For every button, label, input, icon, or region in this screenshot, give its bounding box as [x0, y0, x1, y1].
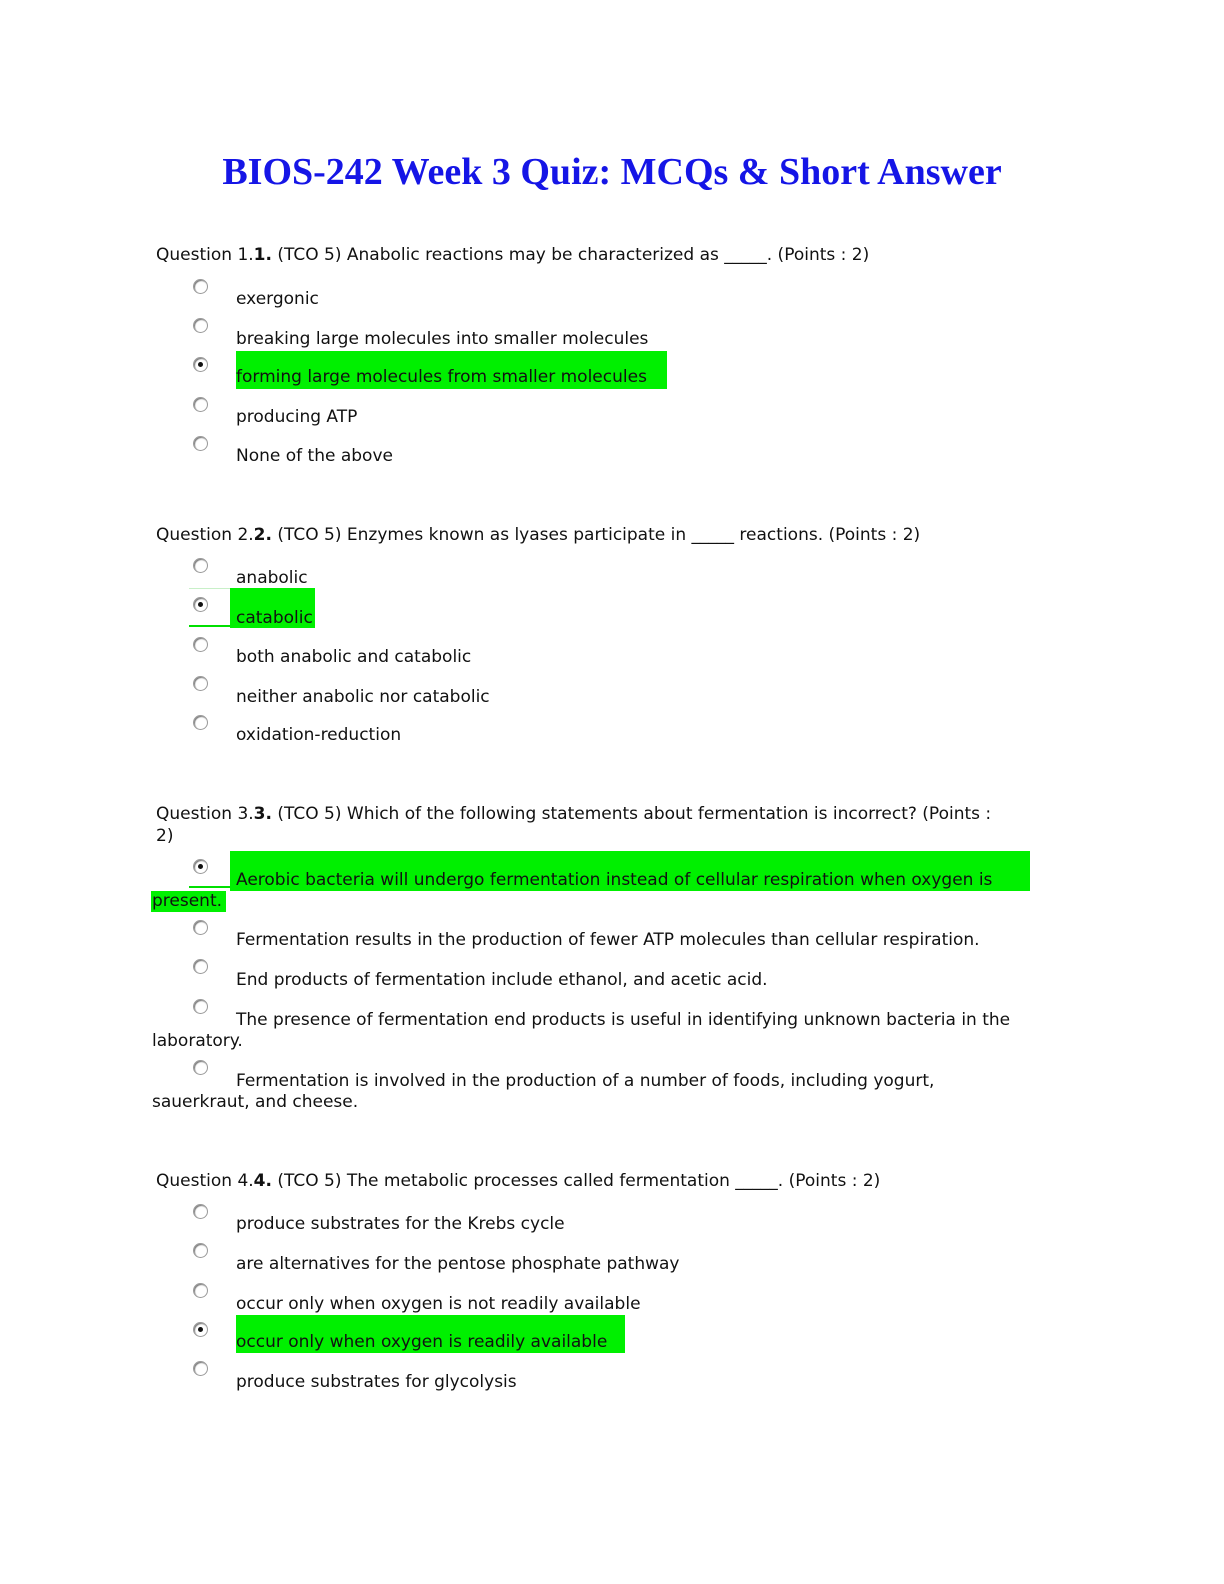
q3-highlight-rule — [189, 886, 230, 888]
document-title: BIOS-242 Week 3 Quiz: MCQs & Short Answer — [222, 151, 1002, 193]
question-3-heading — [156, 803, 1051, 847]
q1-option-4-label: producing ATP — [236, 407, 358, 427]
q4-option-2-radio[interactable] — [193, 1243, 208, 1258]
question-3-number: 3. — [253, 804, 272, 824]
q2-option-4-label: neither anabolic nor catabolic — [236, 687, 490, 707]
q3-option-5-label-cont: sauerkraut, and cheese. — [152, 1092, 359, 1112]
q4-option-3-label: occur only when oxygen is not readily available — [236, 1294, 641, 1314]
q3-option-4-radio[interactable] — [193, 999, 208, 1014]
question-1-number: 1. — [253, 245, 272, 265]
question-2-prefix: Question 2. — [156, 525, 254, 545]
q1-option-2-radio[interactable] — [193, 318, 208, 333]
q4-option-4-label: occur only when oxygen is readily available — [236, 1332, 608, 1352]
q1-option-3-radio[interactable] — [193, 357, 208, 372]
q2-option-5-label: oxidation-reduction — [236, 725, 402, 745]
question-3-text: (TCO 5) Which of the following statements about fermentation is incorrect? (Points : — [271, 804, 992, 824]
q2-option-1-label: anabolic — [236, 568, 308, 588]
question-3-prefix: Question 3. — [156, 804, 254, 824]
q3-option-1-label-cont: present. — [152, 891, 223, 911]
q2-highlight-bottom-rule — [189, 625, 230, 627]
q2-option-5-radio[interactable] — [193, 715, 208, 730]
question-2-heading — [156, 524, 1051, 546]
q4-option-2-label: are alternatives for the pentose phosphate pathway — [236, 1254, 680, 1274]
q2-option-3-label: both anabolic and catabolic — [236, 647, 472, 667]
q3-option-5-label: Fermentation is involved in the production of a number of foods, including yogurt, — [236, 1071, 935, 1091]
q1-option-2-label: breaking large molecules into smaller molecules — [236, 329, 649, 349]
q1-option-5-radio[interactable] — [193, 436, 208, 451]
q1-option-1-label: exergonic — [236, 289, 319, 309]
q3-option-4-label-cont: laboratory. — [152, 1031, 243, 1051]
q1-option-5-label: None of the above — [236, 446, 393, 466]
question-4-heading — [156, 1170, 1051, 1192]
q2-highlight-top-rule — [189, 588, 230, 589]
q2-option-1-radio[interactable] — [193, 558, 208, 573]
question-4-prefix: Question 4. — [156, 1171, 254, 1191]
question-1-prefix: Question 1. — [156, 245, 254, 265]
q4-option-4-radio[interactable] — [193, 1322, 208, 1337]
q4-option-1-label: produce substrates for the Krebs cycle — [236, 1214, 565, 1234]
q4-option-3-radio[interactable] — [193, 1283, 208, 1298]
q2-option-4-radio[interactable] — [193, 676, 208, 691]
q3-option-4-label: The presence of fermentation end products is useful in identifying unknown bacteria in the — [236, 1010, 1011, 1030]
q4-option-5-label: produce substrates for glycolysis — [236, 1372, 517, 1392]
q2-option-3-radio[interactable] — [193, 637, 208, 652]
q3-option-1-label: Aerobic bacteria will undergo fermentation instead of cellular respiration when oxygen is — [236, 870, 993, 890]
q3-option-5-radio[interactable] — [193, 1060, 208, 1075]
q1-option-4-radio[interactable] — [193, 397, 208, 412]
question-1-heading — [156, 244, 1051, 266]
q3-option-2-radio[interactable] — [193, 920, 208, 935]
question-1-text: (TCO 5) Anabolic reactions may be characterized as _____. (Points : 2) — [271, 245, 870, 265]
q2-option-2-radio[interactable] — [193, 597, 208, 612]
question-4-number: 4. — [253, 1171, 272, 1191]
q3-option-1-radio[interactable] — [193, 859, 208, 874]
q2-option-2-label: catabolic — [236, 608, 313, 628]
question-2-text: (TCO 5) Enzymes known as lyases participate in _____ reactions. (Points : 2) — [271, 525, 921, 545]
question-3-text-cont: 2) — [156, 826, 174, 846]
q4-option-1-radio[interactable] — [193, 1204, 208, 1219]
q4-option-5-radio[interactable] — [193, 1361, 208, 1376]
q1-option-3-label: forming large molecules from smaller molecules — [236, 367, 647, 387]
q3-option-3-label: End products of fermentation include ethanol, and acetic acid. — [236, 970, 768, 990]
q1-option-1-radio[interactable] — [193, 279, 208, 294]
question-4-text: (TCO 5) The metabolic processes called fermentation _____. (Points : 2) — [271, 1171, 881, 1191]
q3-option-2-label: Fermentation results in the production of fewer ATP molecules than cellular respiration. — [236, 930, 980, 950]
q3-option-3-radio[interactable] — [193, 959, 208, 974]
question-2-number: 2. — [253, 525, 272, 545]
